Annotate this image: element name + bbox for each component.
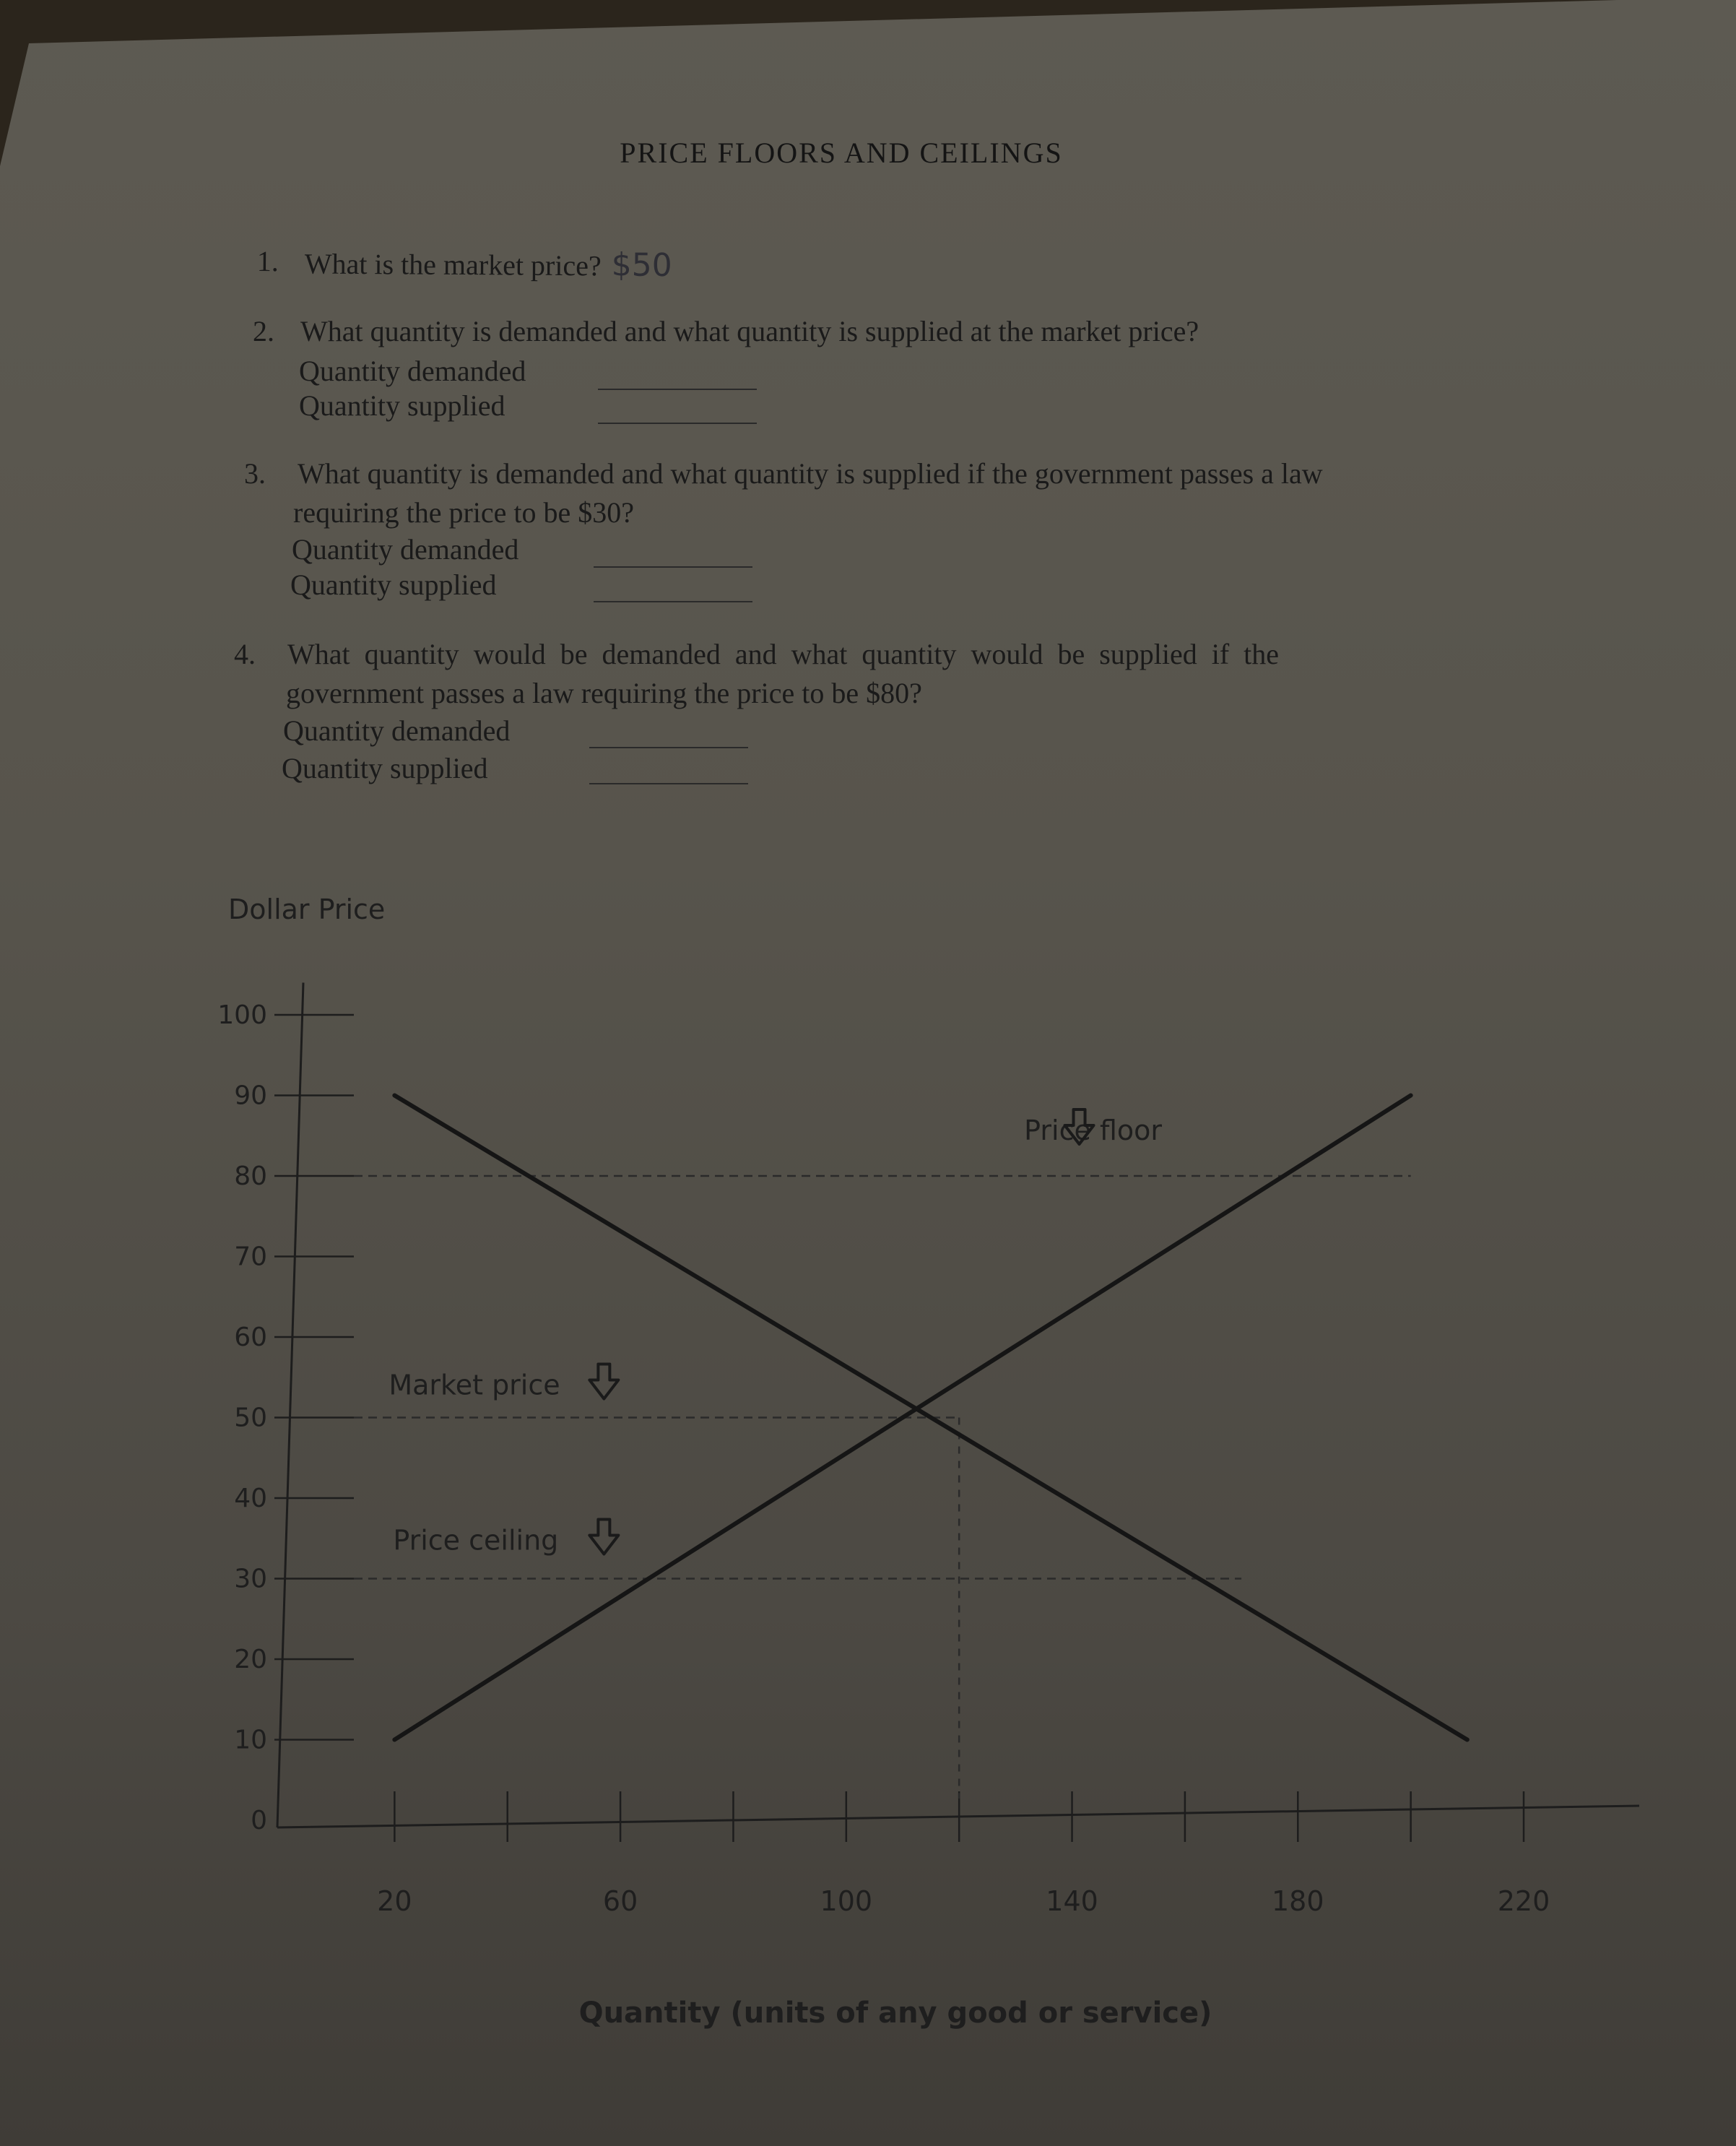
question-text: What is the market price? — [304, 247, 602, 282]
handwritten-answer: $50 — [611, 246, 672, 285]
y-axis — [277, 982, 303, 1827]
x-tick-label: 140 — [1046, 1885, 1098, 1917]
x-tick-label: 100 — [820, 1885, 873, 1917]
question-text: What quantity would be demanded and what quantity would be supplied if the — [287, 638, 1280, 670]
y-axis-label: Dollar Price — [228, 894, 386, 925]
question-number: 1. — [256, 244, 279, 278]
y-tick-label: 50 — [234, 1403, 267, 1433]
question-text: What quantity is demanded and what quantity is supplied at the market price? — [300, 315, 1199, 347]
down-arrow-icon — [589, 1364, 618, 1399]
x-tick-label: 60 — [602, 1885, 638, 1917]
reference-line-label: Price floor — [1024, 1115, 1163, 1146]
y-tick-label: 90 — [234, 1081, 267, 1111]
x-tick-label: 220 — [1497, 1885, 1550, 1917]
y-tick-label: 10 — [234, 1725, 267, 1755]
question-number: 3. — [244, 457, 266, 490]
quantity-demanded-label: Quantity demanded — [292, 533, 519, 566]
y-tick-label: 20 — [234, 1645, 267, 1674]
x-tick-label: 180 — [1272, 1885, 1324, 1917]
demand-curve — [394, 1096, 1467, 1740]
x-axis-label: Quantity (units of any good or service) — [578, 1996, 1212, 2030]
question-text-continued: requiring the price to be $30? — [293, 496, 635, 529]
question-number: 4. — [234, 638, 256, 670]
quantity-demanded-label: Quantity demanded — [283, 714, 511, 747]
question-text: What quantity is demanded and what quantity is supplied if the government passes a law — [298, 457, 1323, 490]
y-tick-label: 100 — [217, 1000, 267, 1030]
question-text-continued: government passes a law requiring the price to be $80? — [286, 677, 922, 709]
y-tick-label: 40 — [234, 1484, 267, 1513]
quantity-demanded-label: Quantity demanded — [299, 355, 526, 387]
down-arrow-icon — [589, 1520, 618, 1554]
y-tick-label: 0 — [251, 1806, 267, 1835]
y-tick-label: 80 — [234, 1161, 267, 1191]
y-tick-label: 60 — [234, 1323, 267, 1352]
worksheet-title: PRICE FLOORS AND CEILINGS — [620, 137, 1063, 169]
quantity-supplied-label: Quantity supplied — [282, 752, 488, 784]
quantity-supplied-label: Quantity supplied — [290, 568, 497, 601]
x-tick-label: 20 — [377, 1885, 412, 1917]
reference-line-label: Price ceiling — [393, 1524, 559, 1557]
quantity-supplied-label: Quantity supplied — [299, 389, 505, 422]
reference-line-label: Market price — [389, 1369, 560, 1401]
question-number: 2. — [253, 315, 274, 347]
y-tick-label: 70 — [234, 1242, 267, 1272]
y-tick-label: 30 — [234, 1564, 267, 1594]
